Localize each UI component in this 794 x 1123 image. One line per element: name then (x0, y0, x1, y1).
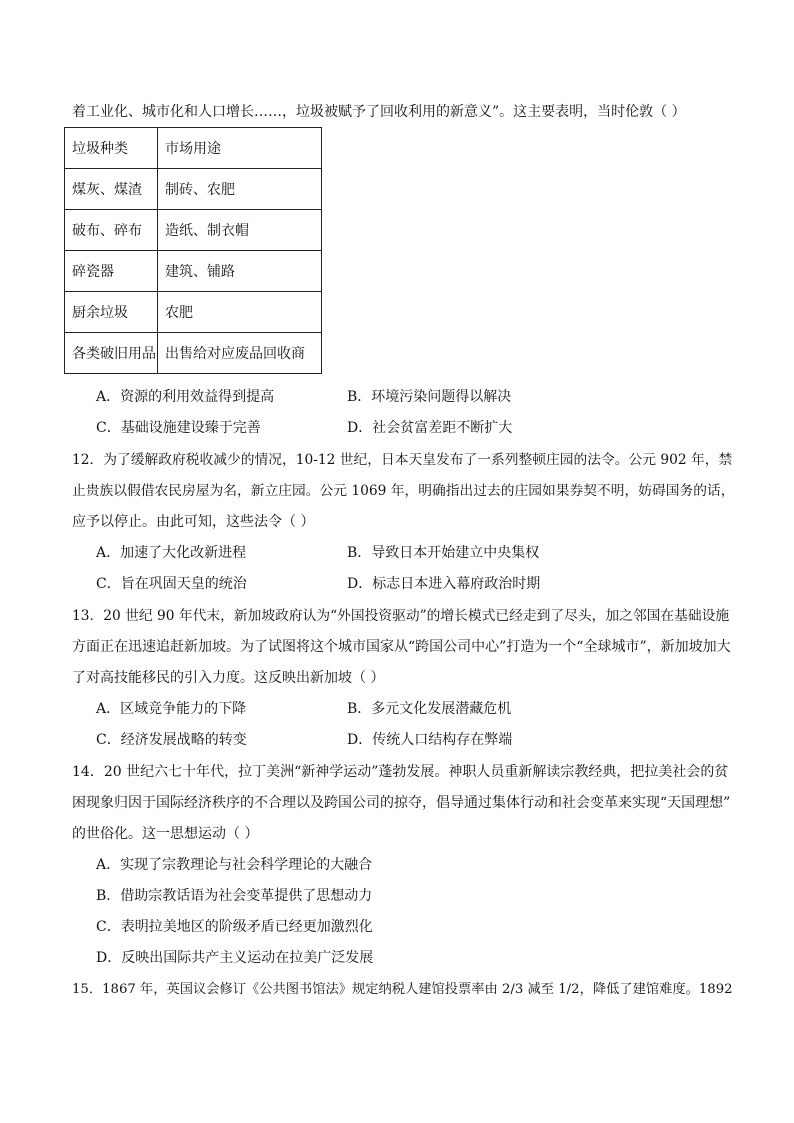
q11-option-b[interactable]: B．环境污染问题得以解决 (347, 389, 512, 405)
table-cell: 碎瓷器 (65, 251, 158, 292)
q14-option-b[interactable]: B．借助宗教话语为社会变革提供了思想动力 (96, 888, 373, 904)
table-header-cell: 市场用途 (158, 128, 322, 169)
q14-stem-line: 14．20 世纪六七十年代，拉丁美洲“新神学运动”蓬勃发展。神职人员重新解读宗教经典，把拉美社会的贫 (72, 764, 729, 780)
q13-option-b[interactable]: B．多元文化发展潜藏危机 (347, 701, 512, 717)
table-cell: 各类破旧用品 (65, 333, 158, 374)
q12-stem-line: 应予以停止。由此可知，这些法令（ ） (72, 514, 315, 530)
table-cell: 制砖、农肥 (158, 169, 322, 210)
table-cell: 出售给对应废品回收商 (158, 333, 322, 374)
table-row (65, 128, 322, 169)
q12-stem-line: 12．为了缓解政府税收减少的情况，10-12 世纪，日本天皇发布了一系列整顿庄园的法令。公元 902 年，禁 (72, 452, 733, 468)
table-row (65, 210, 322, 251)
table-cell: 煤灰、煤渣 (65, 169, 158, 210)
q11-option-d[interactable]: D．社会贫富差距不断扩大 (347, 420, 513, 436)
q12-stem-line: 止贵族以假借农民房屋为名，新立庄园。公元 1069 年，明确指出过去的庄园如果券契不明，妨碍国务的话， (72, 483, 735, 499)
q15-stem-line: 15．1867 年，英国议会修订《公共图书馆法》规定纳税人建馆投票率由 2/3 减至 1/2，降低了建馆难度。1892 (72, 982, 733, 997)
q14-stem-line: 困现象归因于国际经济秩序的不合理以及跨国公司的掠夺，倡导通过集体行动和社会变革来实现“天国理想” (72, 795, 731, 811)
table-cell: 破布、碎布 (65, 210, 158, 251)
table-row (65, 251, 322, 292)
table-row (65, 292, 322, 333)
q14-option-c[interactable]: C．表明拉美地区的阶级矛盾已经更加激烈化 (96, 919, 373, 935)
q12-option-c[interactable]: C．旨在巩固天皇的统治 (96, 576, 247, 592)
q12-option-d[interactable]: D．标志日本进入幕府政治时期 (347, 576, 541, 592)
q14-stem-line: 的世俗化。这一思想运动（ ） (72, 826, 259, 842)
table-cell: 造纸、制衣帽 (158, 210, 322, 251)
table-cell: 建筑、铺路 (158, 251, 322, 292)
table-cell: 农肥 (158, 292, 322, 333)
table-row (65, 169, 322, 210)
q14-option-a[interactable]: A．实现了宗教理论与社会科学理论的大融合 (96, 857, 373, 873)
q14-option-d[interactable]: D．反映出国际共产主义运动在拉美广泛发展 (96, 950, 374, 966)
q11-stem-line: 着工业化、城市化和人口增长……，垃圾被赋予了回收利用的新意义”。这主要表明，当时伦敦（ ） (72, 104, 686, 120)
q13-option-a[interactable]: A．区域竞争能力的下降 (96, 701, 247, 717)
q12-option-b[interactable]: B．导致日本开始建立中央集权 (347, 545, 540, 561)
table-row (65, 333, 322, 374)
table-cell: 厨余垃圾 (65, 292, 158, 333)
q11-option-a[interactable]: A．资源的利用效益得到提高 (96, 389, 275, 405)
q11-option-c[interactable]: C．基础设施建设臻于完善 (96, 420, 261, 436)
q13-stem-line: 13．20 世纪 90 年代末，新加坡政府认为“外国投资驱动”的增长模式已经走到了尽头，加之邻国在基础设施 (72, 608, 730, 624)
waste-table (64, 127, 322, 374)
q13-option-d[interactable]: D．传统人口结构存在弊端 (347, 732, 513, 748)
q13-option-c[interactable]: C．经济发展战略的转变 (96, 732, 247, 748)
table-header-cell: 垃圾种类 (65, 128, 158, 169)
q13-stem-line: 方面正在迅速追赶新加坡。为了试图将这个城市国家从“跨国公司中心”打造为一个“全球城市”，新加坡加大 (72, 639, 731, 655)
q12-option-a[interactable]: A．加速了大化改新进程 (96, 545, 247, 561)
q13-stem-line: 了对高技能移民的引入力度。这反映出新加坡（ ） (72, 670, 385, 686)
